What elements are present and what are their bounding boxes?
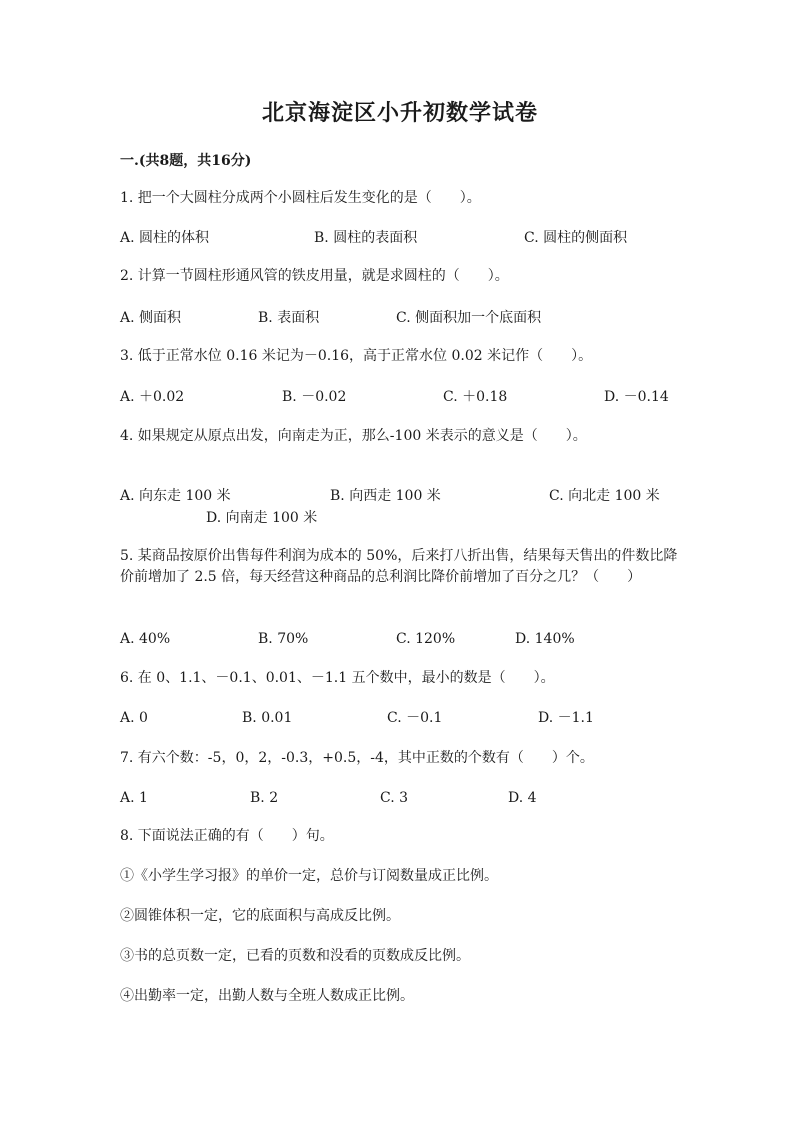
question-1-option-b: B. 圆柱的表面积: [314, 230, 418, 246]
question-1-stem: 1. 把一个大圆柱分成两个小圆柱后发生变化的是（ ）。: [120, 190, 481, 206]
question-2-option-a: A. 侧面积: [120, 310, 182, 326]
section-heading: 一.(共8题，共16分): [120, 153, 252, 169]
question-6-option-b: B. 0.01: [242, 710, 293, 726]
question-2-option-c: C. 侧面积加一个底面积: [396, 310, 542, 326]
question-5-option-d: D. 140%: [515, 631, 575, 647]
question-3-option-a: A. ＋0.02: [120, 389, 185, 405]
question-7-option-c: C. 3: [380, 790, 409, 806]
question-2-stem: 2. 计算一节圆柱形通风管的铁皮用量，就是求圆柱的（ ）。: [120, 268, 509, 284]
question-4-option-d: D. 向南走 100 米: [206, 510, 318, 526]
question-1-option-c: C. 圆柱的侧面积: [524, 230, 628, 246]
question-4-option-a: A. 向东走 100 米: [120, 488, 231, 504]
question-8-statement-4: ④出勤率一定，出勤人数与全班人数成正比例。: [120, 988, 414, 1004]
question-6-option-a: A. 0: [120, 710, 148, 726]
question-3-stem: 3. 低于正常水位 0.16 米记为－0.16，高于正常水位 0.02 米记作（ ）。: [120, 348, 593, 364]
question-5-option-b: B. 70%: [258, 631, 309, 647]
question-3-option-c: C. ＋0.18: [443, 389, 508, 405]
question-5-option-c: C. 120%: [396, 631, 456, 647]
question-4-stem: 4. 如果规定从原点出发，向南走为正，那么-100 米表示的意义是（ ）。: [120, 428, 587, 444]
question-6-option-c: C. －0.1: [387, 710, 443, 726]
question-8-stem: 8. 下面说法正确的有（ ）句。: [120, 828, 334, 844]
question-6-stem: 6. 在 0、1.1、－0.1、0.01、－1.1 五个数中，最小的数是（ ）。: [120, 670, 555, 686]
question-5-stem: 5. 某商品按原价出售每件利润为成本的 50%，后来打八折出售，结果每天售出的件数比降价前增加了 2.5 倍，每天经营这种商品的总利润比降价前增加了百分之几？（ ）: [120, 548, 678, 585]
question-4-option-c: C. 向北走 100 米: [549, 488, 660, 504]
question-7-option-d: D. 4: [508, 790, 537, 806]
question-3-option-d: D. －0.14: [604, 389, 669, 405]
question-1-option-a: A. 圆柱的体积: [120, 230, 210, 246]
question-8-statement-1: ①《小学生学习报》的单价一定，总价与订阅数量成正比例。: [120, 868, 498, 884]
question-6-option-d: D. －1.1: [538, 710, 594, 726]
question-7-option-b: B. 2: [250, 790, 279, 806]
question-7-stem: 7. 有六个数：-5，0，2，-0.3，+0.5，-4，其中正数的个数有（ ）个。: [120, 750, 594, 766]
question-2-option-b: B. 表面积: [258, 310, 320, 326]
exam-title: 北京海淀区小升初数学试卷: [261, 100, 538, 126]
question-7-option-a: A. 1: [120, 790, 148, 806]
question-3-option-b: B. －0.02: [282, 389, 347, 405]
question-5-option-a: A. 40%: [120, 631, 171, 647]
question-4-option-b: B. 向西走 100 米: [330, 488, 441, 504]
question-8-statement-3: ③书的总页数一定，已看的页数和没看的页数成反比例。: [120, 948, 470, 964]
question-8-statement-2: ②圆锥体积一定，它的底面积与高成反比例。: [120, 908, 400, 924]
